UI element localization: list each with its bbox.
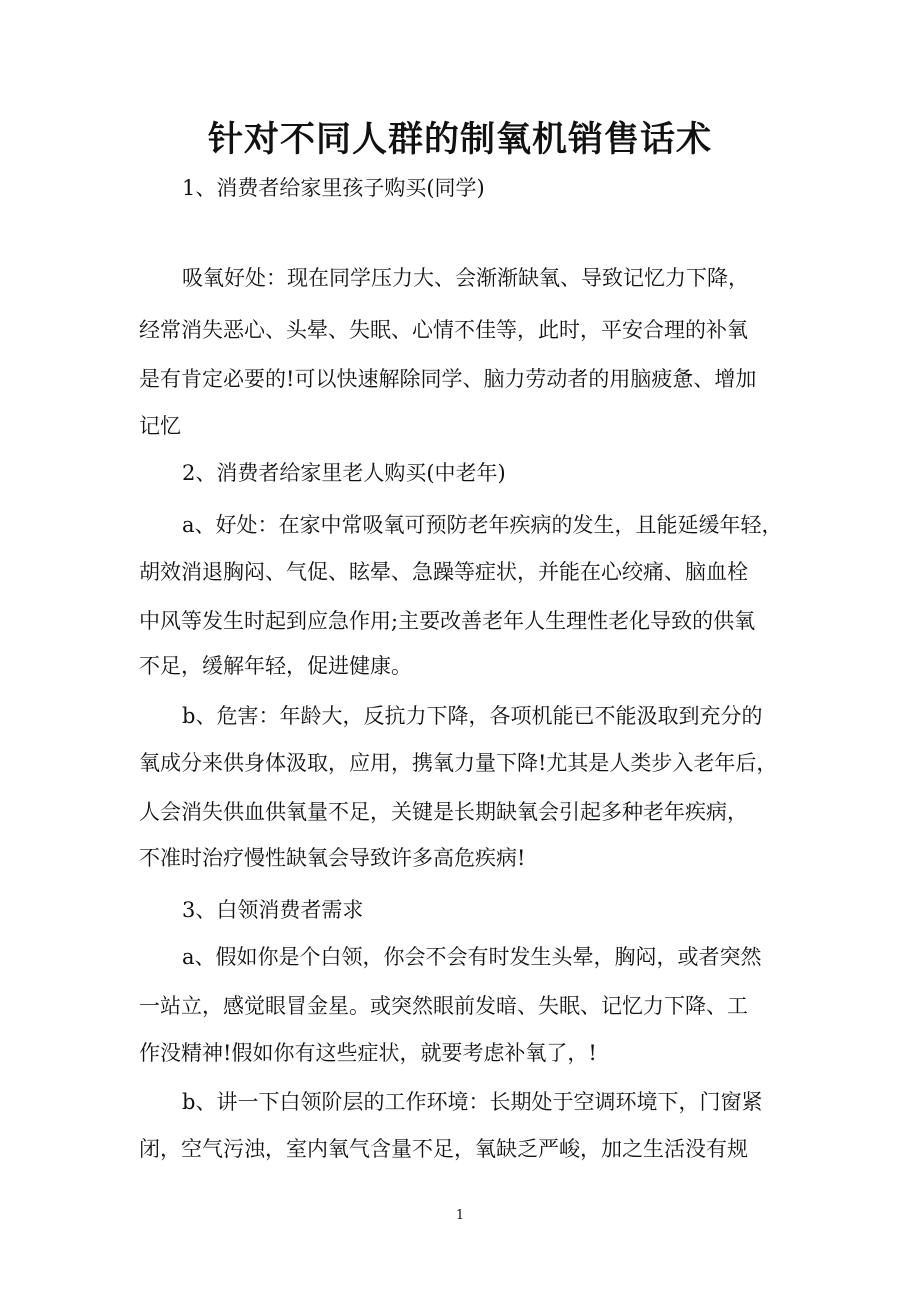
paragraph-line: a、假如你是个白领，你会不会有时发生头晕，胸闷，或者突然 bbox=[182, 945, 762, 969]
document-title: 针对不同人群的制氧机销售话术 bbox=[207, 120, 712, 160]
paragraph-line: b、危害：年龄大，反抗力下降，各项机能已不能汲取到充分的 bbox=[182, 704, 763, 728]
paragraph-line: b、讲一下白领阶层的工作环境：长期处于空调环境下，门窗紧 bbox=[182, 1090, 763, 1114]
paragraph-line: 记忆 bbox=[139, 414, 181, 438]
paragraph-line: a、好处：在家中常吸氧可预防老年疾病的发生，且能延缓年轻， bbox=[182, 513, 783, 537]
paragraph-line: 闭，空气污浊，室内氧气含量不足，氧缺乏严峻，加之生活没有规 bbox=[139, 1137, 748, 1161]
paragraph-line: 不准时治疗慢性缺氧会导致许多高危疾病! bbox=[139, 846, 526, 870]
paragraph-line: 氧成分来供身体汲取，应用，携氧力量下降!尤其是人类步入老年后， bbox=[139, 751, 778, 775]
paragraph-line: 经常消失恶心、头晕、失眠、心情不佳等，此时，平安合理的补氧 bbox=[139, 318, 748, 342]
paragraph-line: 胡效消退胸闷、气促、眩晕、急躁等症状，并能在心绞痛、脑血栓 bbox=[139, 560, 748, 584]
paragraph-line: 中风等发生时起到应急作用;主要改善老年人生理性老化导致的供氧 bbox=[139, 609, 756, 633]
section-1-heading: 1、消费者给家里孩子购买(同学) bbox=[182, 176, 485, 200]
paragraph-line: 不足，缓解年轻，促进健康。 bbox=[139, 654, 412, 678]
paragraph-line: 作没精神!假如你有这些症状，就要考虑补氧了，! bbox=[139, 1041, 597, 1065]
page-number: 1 bbox=[455, 1208, 465, 1223]
paragraph-line: 一站立，感觉眼冒金星。或突然眼前发暗、失眠、记忆力下降、工 bbox=[139, 994, 748, 1018]
paragraph-line: 是有肯定必要的!可以快速解除同学、脑力劳动者的用脑疲惫、增加 bbox=[139, 367, 757, 391]
section-2-heading: 2、消费者给家里老人购买(中老年) bbox=[182, 461, 506, 485]
paragraph-line: 吸氧好处：现在同学压力大、会渐渐缺氧、导致记忆力下降， bbox=[182, 266, 749, 290]
section-3-heading: 3、白领消费者需求 bbox=[182, 898, 364, 922]
paragraph-line: 人会消失供血供氧量不足，关键是长期缺氧会引起多种老年疾病， bbox=[139, 800, 748, 824]
